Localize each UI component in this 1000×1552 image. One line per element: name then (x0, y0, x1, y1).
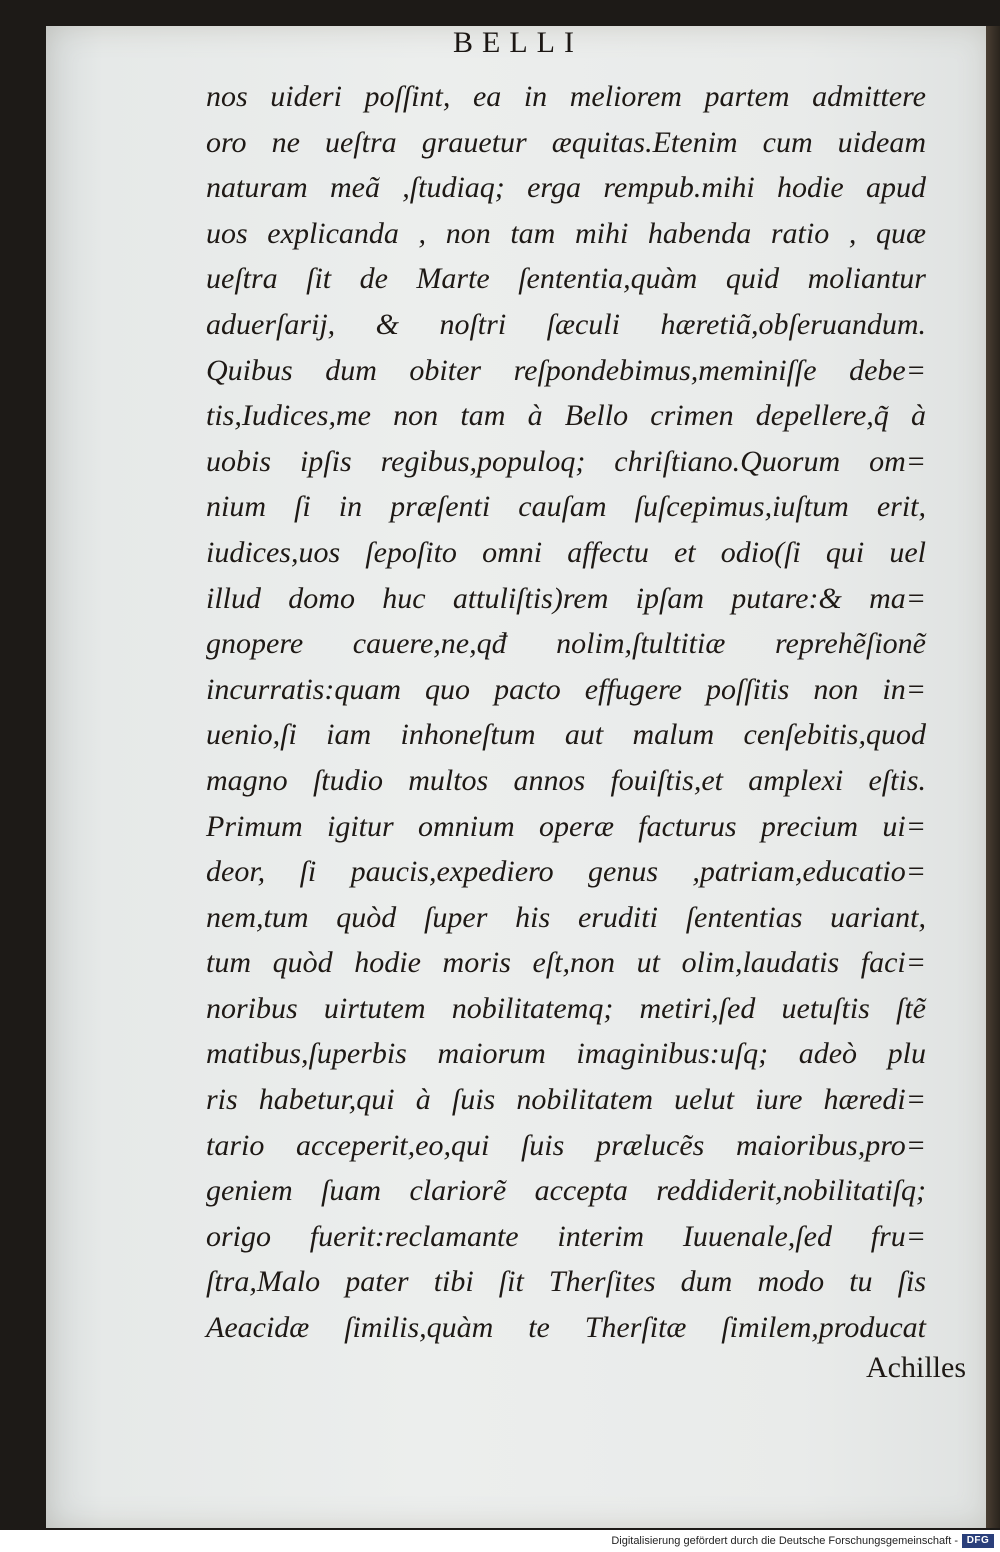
footer-bar (0, 1530, 1000, 1552)
dfg-logo-icon: DFG (962, 1534, 994, 1548)
text-line: nem,tum quòd ſuper his eruditi ſententias uariant, (206, 900, 926, 934)
text-line: illud domo huc attuliſtis)rem ipſam putare:& ma= (206, 581, 926, 615)
text-line: origo fuerit:reclamante interim Iuuenale,ſed fru= (206, 1219, 926, 1253)
body-text (206, 74, 926, 1351)
running-head: BELLI (453, 28, 583, 58)
book-page (46, 26, 990, 1528)
text-line: tario acceperit,eo,qui ſuis prælucẽs maioribus,pro= (206, 1128, 926, 1162)
text-line: magno ſtudio multos annos fouiſtis,et amplexi eſtis. (206, 763, 926, 797)
text-line: aduerſarij, & noſtri ſæculi hæretiã,obſeruandum. (206, 307, 926, 341)
text-line: ueſtra ſit de Marte ſententia,quàm quid moliantur (206, 262, 926, 296)
text-line: oro ne ueſtra grauetur æquitas.Etenim cum uideam (206, 125, 926, 159)
text-line: Primum igitur omnium operæ facturus precium ui= (206, 809, 926, 843)
catchword: Achilles (866, 1351, 966, 1384)
text-line: iudices,uos ſepoſito omni affectu et odio(ſi qui uel (206, 535, 926, 569)
text-line: uos explicanda , non tam mihi habenda ratio , quæ (206, 216, 926, 250)
text-line: uenio,ſi iam inhoneſtum aut malum cenſebitis,quod (206, 718, 926, 752)
text-line: tum quòd hodie moris eſt,non ut olim,laudatis faci= (206, 946, 926, 980)
text-line: deor, ſi paucis,expediero genus ,patriam,educatio= (206, 855, 926, 889)
funding-credit: Digitalisierung gefördert durch die Deutsche Forschungsgemeinschaft - (611, 1535, 958, 1547)
text-line: nium ſi in præſenti cauſam ſuſcepimus,iuſtum erit, (206, 490, 926, 524)
text-line: naturam meã ,ſtudiaq; erga rempub.mihi hodie apud (206, 171, 926, 205)
text-line: Quibus dum obiter reſpondebimus,meminiſſe debe= (206, 353, 926, 387)
text-line: gnopere cauere,ne,qđ nolim,ſtultitiæ reprehẽſionẽ (206, 627, 926, 661)
text-line: uobis ipſis regibus,populoq; chriſtiano.Quorum om= (206, 444, 926, 478)
text-line: nos uideri poſſint, ea in meliorem partem admittere (206, 80, 926, 113)
page-edge (986, 26, 1000, 1528)
text-line: matibus,ſuperbis maiorum imaginibus:uſq; adeò plu (206, 1037, 926, 1071)
text-line: geniem ſuam clariorẽ accepta reddiderit,nobilitatiſq; (206, 1174, 926, 1208)
text-line: Aeacidæ ſimilis,quàm te Therſitæ ſimilem,producat (206, 1311, 926, 1345)
text-line: noribus uirtutem nobilitatemq; metiri,ſed uetuſtis ſtẽ (206, 991, 926, 1025)
text-line: ſtra,Malo pater tibi ſit Therſites dum modo tu ſis (206, 1265, 926, 1299)
text-line: incurratis:quam quo pacto effugere poſſitis non in= (206, 672, 926, 706)
text-line: tis,Iudices,me non tam à Bello crimen depellere,q̃ à (206, 399, 926, 433)
text-line: ris habetur,qui à ſuis nobilitatem uelut iure hæredi= (206, 1083, 926, 1117)
